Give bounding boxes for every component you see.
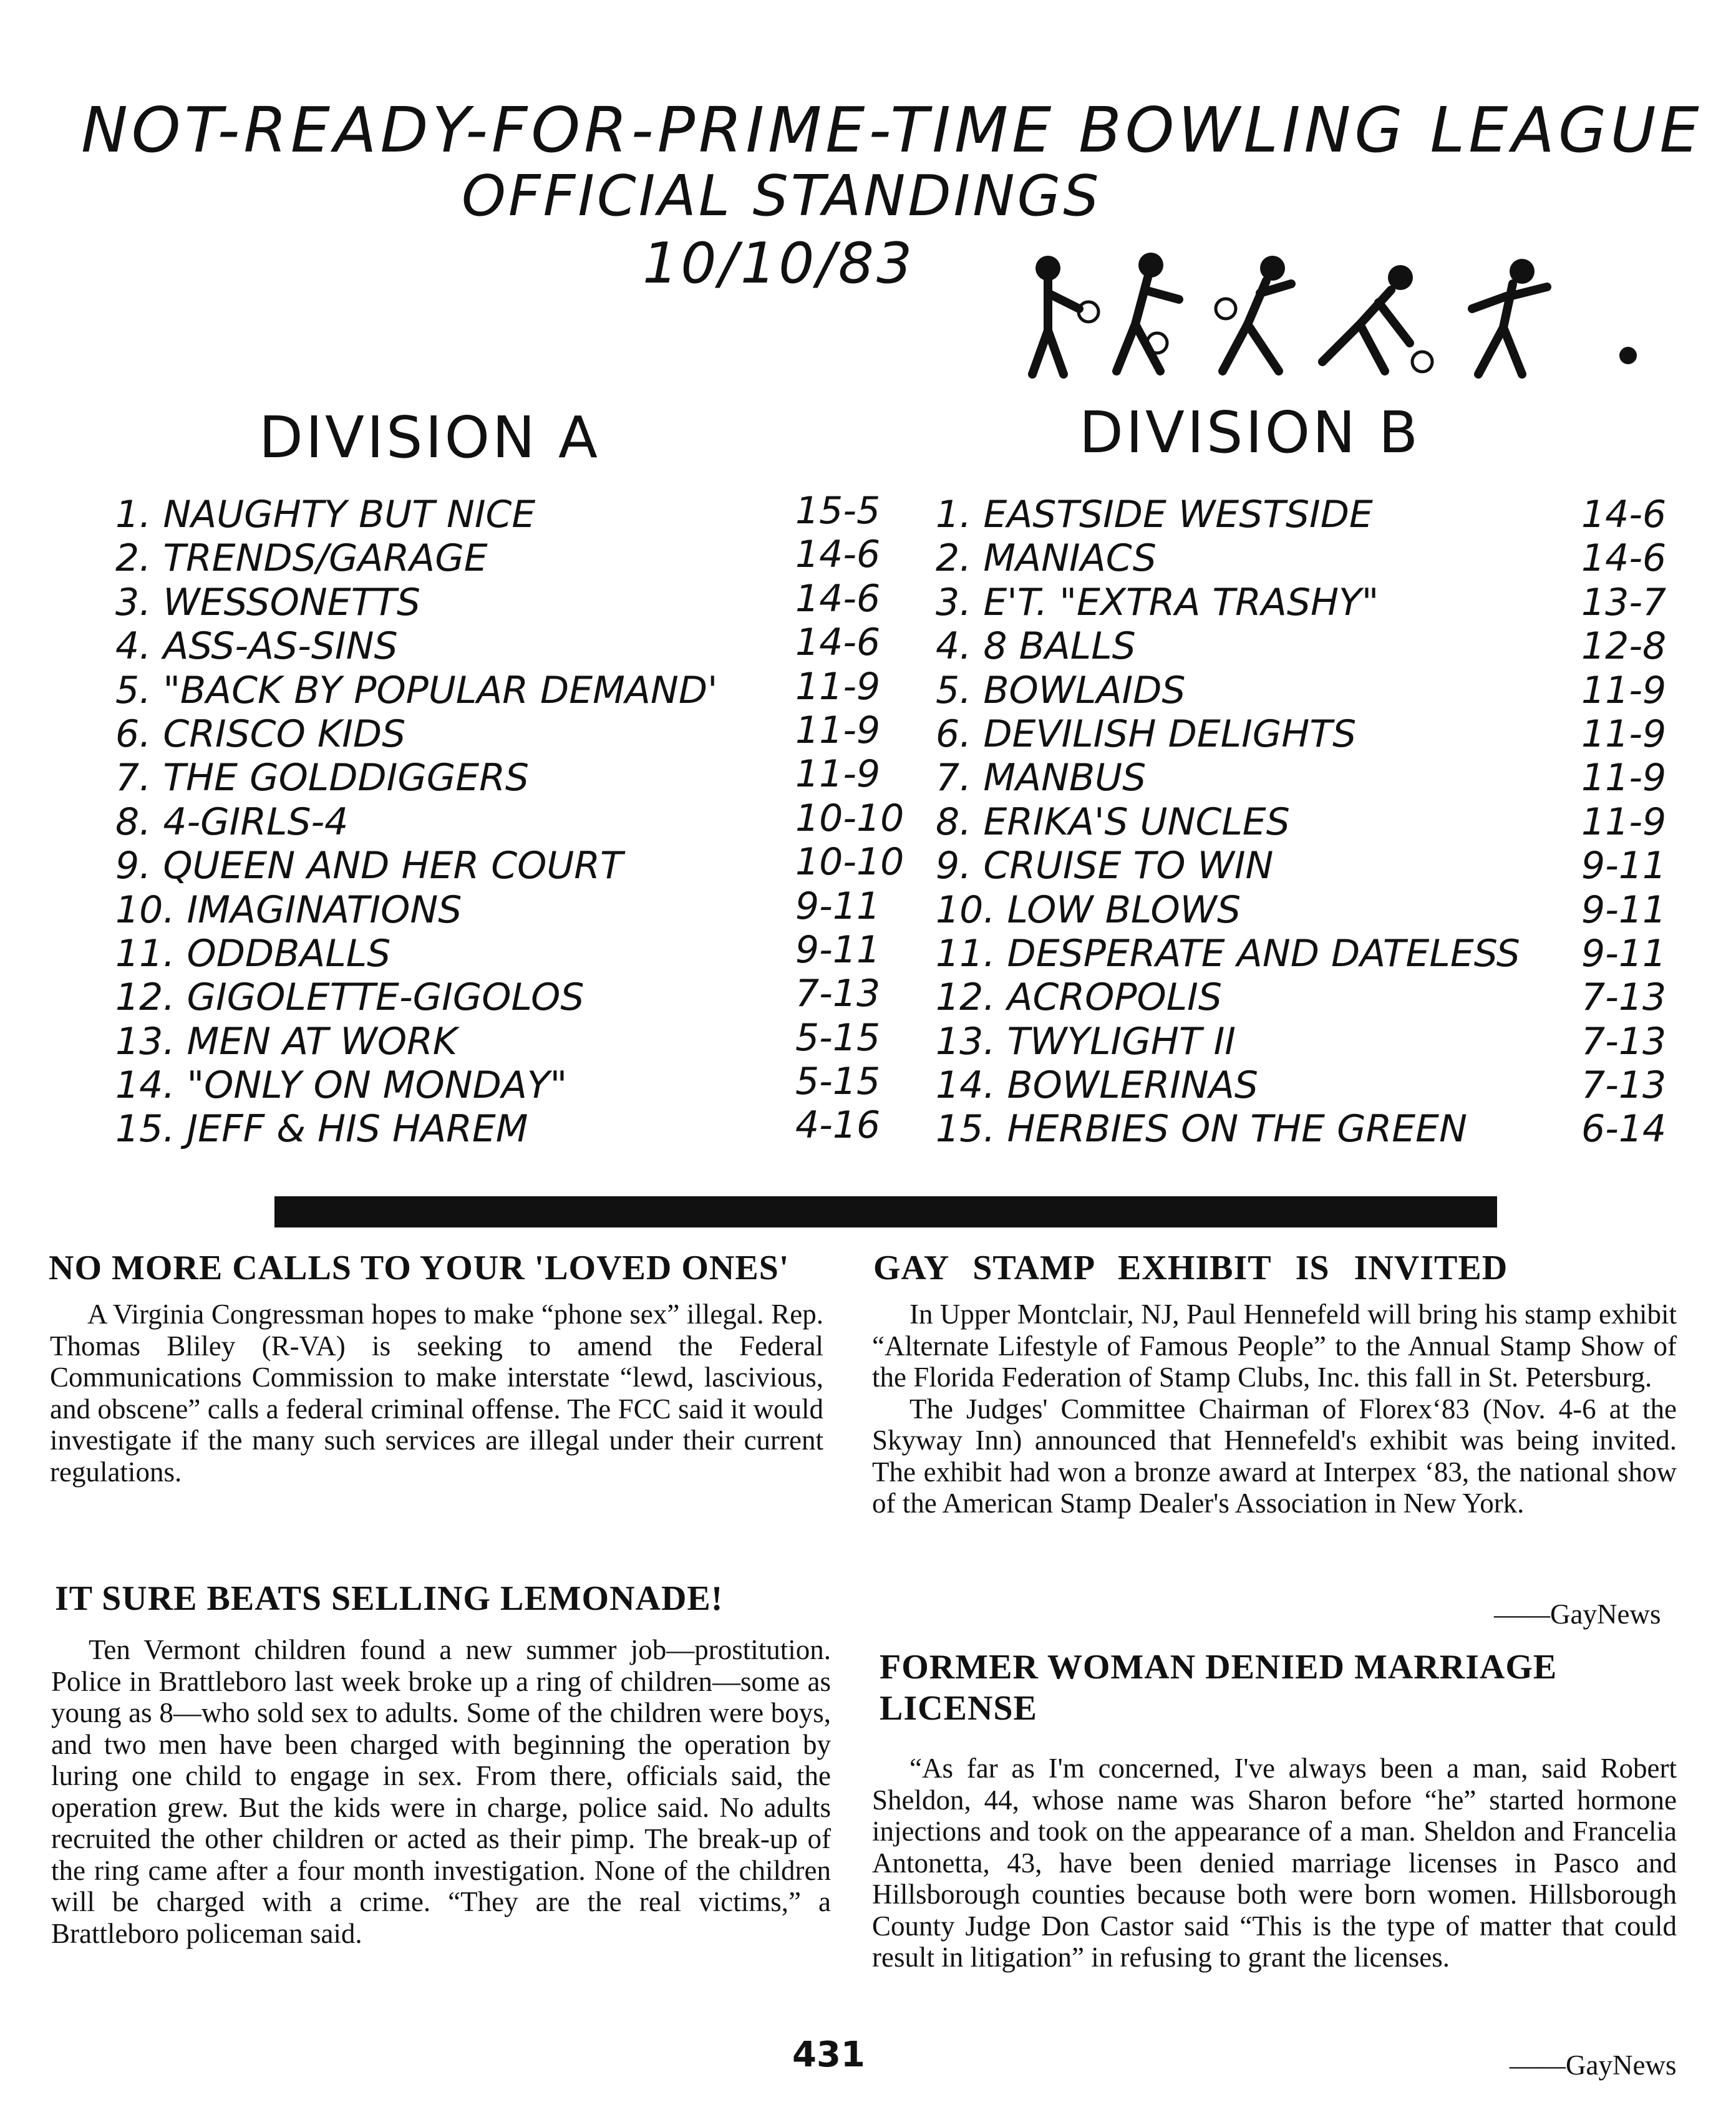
article-stamp-exhibit bbox=[872, 1299, 1677, 1519]
team-record: 9-11 bbox=[1581, 844, 1667, 888]
team-name: 10. IMAGINATIONS bbox=[115, 888, 462, 932]
team-row bbox=[115, 796, 904, 844]
team-row bbox=[936, 844, 1684, 888]
team-record: 5-15 bbox=[795, 1060, 881, 1104]
team-row bbox=[115, 576, 881, 624]
team-name: 13. TWYLIGHT II bbox=[936, 1019, 1236, 1063]
team-row bbox=[936, 493, 1684, 536]
team-record: 9-11 bbox=[795, 927, 881, 972]
team-name: 8. ERIKA'S UNCLES bbox=[936, 800, 1290, 844]
team-record: 11-9 bbox=[795, 708, 881, 752]
team-name: 5. "BACK BY POPULAR DEMAND' bbox=[115, 668, 718, 712]
team-record: 7-13 bbox=[1581, 1063, 1667, 1108]
team-record: 10-10 bbox=[795, 840, 904, 884]
team-record: 6-14 bbox=[1581, 1107, 1667, 1151]
team-name: 12. ACROPOLIS bbox=[936, 975, 1222, 1020]
team-record: 15-5 bbox=[795, 489, 881, 533]
team-name: 6. CRISCO KIDS bbox=[115, 712, 406, 756]
team-record: 11-9 bbox=[1581, 756, 1667, 800]
team-row bbox=[936, 1107, 1684, 1151]
team-record: 11-9 bbox=[795, 664, 881, 709]
headline-phone-sex: NO MORE CALLS TO YOUR 'LOVED ONES' bbox=[49, 1249, 790, 1287]
team-name: 2. MANIACS bbox=[936, 536, 1157, 581]
team-row bbox=[115, 972, 881, 1020]
team-record: 14-6 bbox=[795, 621, 881, 665]
article-paragraph: In Upper Montclair, NJ, Paul Hennefeld will bring his stamp exhibit “Alternate Lifestyle of Famous People” to the Annual Stamp Show of the Florida Federation of Stamp Clubs, Inc. this fall in St. Petersburg. bbox=[872, 1299, 1677, 1393]
team-name: 15. HERBIES ON THE GREEN bbox=[936, 1107, 1467, 1151]
team-record: 11-9 bbox=[1581, 668, 1667, 712]
team-row bbox=[115, 621, 881, 669]
division-b-standings bbox=[936, 493, 1684, 1151]
team-record: 5-15 bbox=[795, 1015, 881, 1060]
league-title: NOT-READY-FOR-PRIME-TIME BOWLING LEAGUE bbox=[81, 94, 1703, 167]
team-name: 11. ODDBALLS bbox=[115, 931, 391, 975]
team-row bbox=[936, 624, 1684, 668]
team-row bbox=[936, 800, 1684, 844]
team-row bbox=[115, 927, 881, 975]
team-row bbox=[936, 712, 1684, 756]
team-name: 1. NAUGHTY BUT NICE bbox=[115, 493, 536, 536]
team-name: 12. GIGOLETTE-GIGOLOS bbox=[115, 975, 584, 1020]
headline-marriage-license: FORMER WOMAN DENIED MARRIAGE LICENSE bbox=[880, 1648, 1558, 1728]
standings-date: 10/10/83 bbox=[643, 231, 915, 296]
team-record: 7-13 bbox=[1581, 1019, 1667, 1063]
team-name: 4. 8 BALLS bbox=[936, 624, 1136, 669]
article-paragraph: The Judges' Committee Chairman of Florex‘83 (Nov. 4-6 at the Skyway Inn) announced that Hennefeld's exhibit was being invited. The exhibit had won a bronze award at Interpex ‘83, the national show of the American Stamp Dealer's Association in New York. bbox=[872, 1393, 1677, 1519]
article-phone-sex bbox=[50, 1299, 823, 1488]
source-credit: ——GayNews bbox=[1494, 1599, 1661, 1630]
team-name: 1. EASTSIDE WESTSIDE bbox=[936, 493, 1373, 536]
article-lemonade bbox=[51, 1634, 831, 1949]
team-name: 13. MEN AT WORK bbox=[115, 1019, 458, 1063]
bowler-figures-illustration bbox=[1011, 249, 1647, 380]
team-record: 7-13 bbox=[795, 972, 881, 1016]
team-record: 9-11 bbox=[1581, 931, 1667, 975]
team-record: 7-13 bbox=[1581, 975, 1667, 1020]
team-row bbox=[115, 752, 881, 800]
team-row bbox=[936, 536, 1684, 580]
headline-stamp-exhibit: GAY STAMP EXHIBIT IS INVITED bbox=[873, 1249, 1508, 1287]
team-record: 10-10 bbox=[795, 796, 904, 840]
team-name: 14. BOWLERINAS bbox=[936, 1063, 1258, 1108]
team-row bbox=[936, 756, 1684, 800]
section-divider-bar bbox=[274, 1196, 1497, 1227]
team-record: 11-9 bbox=[1581, 800, 1667, 844]
article-paragraph: “As far as I'm concerned, I've always been a man, said Robert Sheldon, 44, whose name was Sharon before “he” started hormone injections and took on the appearance of a man. Sheldon and Francelia Antonetta, 43, have been denied marriage licenses in Pasco and Hillsborough counties because both were born women. Hillsborough County Judge Don Castor said “This is the type of matter that could result in litigation” in refusing to grant the licenses. bbox=[872, 1753, 1677, 1973]
team-record: 9-11 bbox=[795, 884, 881, 928]
division-a-heading: DIVISION A bbox=[259, 404, 600, 471]
team-name: 14. "ONLY ON MONDAY" bbox=[115, 1063, 568, 1108]
team-name: 3. E'T. "EXTRA TRASHY" bbox=[936, 580, 1379, 624]
team-row bbox=[115, 708, 881, 756]
team-row bbox=[936, 669, 1684, 712]
division-b-heading: DIVISION B bbox=[1079, 399, 1421, 466]
team-row bbox=[936, 975, 1684, 1019]
team-name: 11. DESPERATE AND DATELESS bbox=[936, 931, 1520, 975]
team-row bbox=[115, 664, 881, 712]
team-name: 7. THE GOLDDIGGERS bbox=[115, 756, 529, 800]
team-record: 13-7 bbox=[1581, 580, 1667, 624]
team-name: 9. CRUISE TO WIN bbox=[936, 844, 1274, 888]
division-a-standings bbox=[115, 489, 904, 1151]
team-name: 7. MANBUS bbox=[936, 756, 1147, 800]
team-record: 14-6 bbox=[795, 533, 881, 577]
team-row bbox=[115, 1103, 881, 1151]
team-row bbox=[115, 489, 881, 536]
team-name: 5. BOWLAIDS bbox=[936, 668, 1186, 712]
team-record: 11-9 bbox=[1581, 712, 1667, 756]
article-paragraph: Ten Vermont children found a new summer job—prostitution. Police in Brattleboro last week broke up a ring of children—some as young as 8—who sold sex to adults. Some of the children were boys, and two men have been charged with beginning the operation by luring one child to engage in sex. From there, officials said, the operation grew. But the kids were in charge, police said. No adults recruited the other children or acted as their pimp. The break-up of the ring came after a four month investigation. None of the children will be charged with a crime. “They are the real victims,” a Brattleboro policeman said. bbox=[51, 1634, 831, 1949]
team-name: 8. 4-GIRLS-4 bbox=[115, 800, 349, 844]
team-row bbox=[936, 888, 1684, 932]
team-name: 2. TRENDS/GARAGE bbox=[115, 536, 488, 581]
team-name: 15. JEFF & HIS HAREM bbox=[115, 1107, 528, 1151]
team-row bbox=[115, 884, 881, 932]
team-record: 14-6 bbox=[1581, 536, 1667, 581]
team-name: 4. ASS-AS-SINS bbox=[115, 624, 398, 669]
team-row bbox=[936, 1020, 1684, 1063]
team-row bbox=[115, 840, 904, 888]
team-row bbox=[936, 1063, 1684, 1107]
team-name: 10. LOW BLOWS bbox=[936, 888, 1241, 932]
standings-title: OFFICIAL STANDINGS bbox=[462, 163, 1102, 229]
team-record: 14-6 bbox=[1581, 493, 1667, 536]
page-number: 431 bbox=[792, 2035, 865, 2075]
headline-lemonade: IT SURE BEATS SELLING LEMONADE! bbox=[55, 1579, 724, 1618]
team-record: 12-8 bbox=[1581, 624, 1667, 669]
team-name: 6. DEVILISH DELIGHTS bbox=[936, 712, 1357, 756]
team-row bbox=[936, 932, 1684, 975]
team-record: 14-6 bbox=[795, 576, 881, 621]
team-record: 4-16 bbox=[795, 1103, 881, 1148]
source-credit: ——GayNews bbox=[1510, 2050, 1677, 2081]
team-row bbox=[115, 1015, 881, 1063]
team-row bbox=[936, 581, 1684, 624]
article-marriage-license bbox=[872, 1753, 1677, 1973]
team-row bbox=[115, 1060, 881, 1108]
team-record: 11-9 bbox=[795, 752, 881, 796]
article-paragraph: A Virginia Congressman hopes to make “phone sex” illegal. Rep. Thomas Bliley (R-VA) is seeking to amend the Federal Communications Commission to make interstate “lewd, lascivious, and obscene” calls a federal criminal offense. The FCC said it would investigate if the many such services are illegal under their current regulations. bbox=[50, 1299, 823, 1488]
team-name: 9. QUEEN AND HER COURT bbox=[115, 844, 623, 888]
team-name: 3. WESSONETTS bbox=[115, 580, 420, 624]
team-record: 9-11 bbox=[1581, 888, 1667, 932]
team-row bbox=[115, 533, 881, 581]
